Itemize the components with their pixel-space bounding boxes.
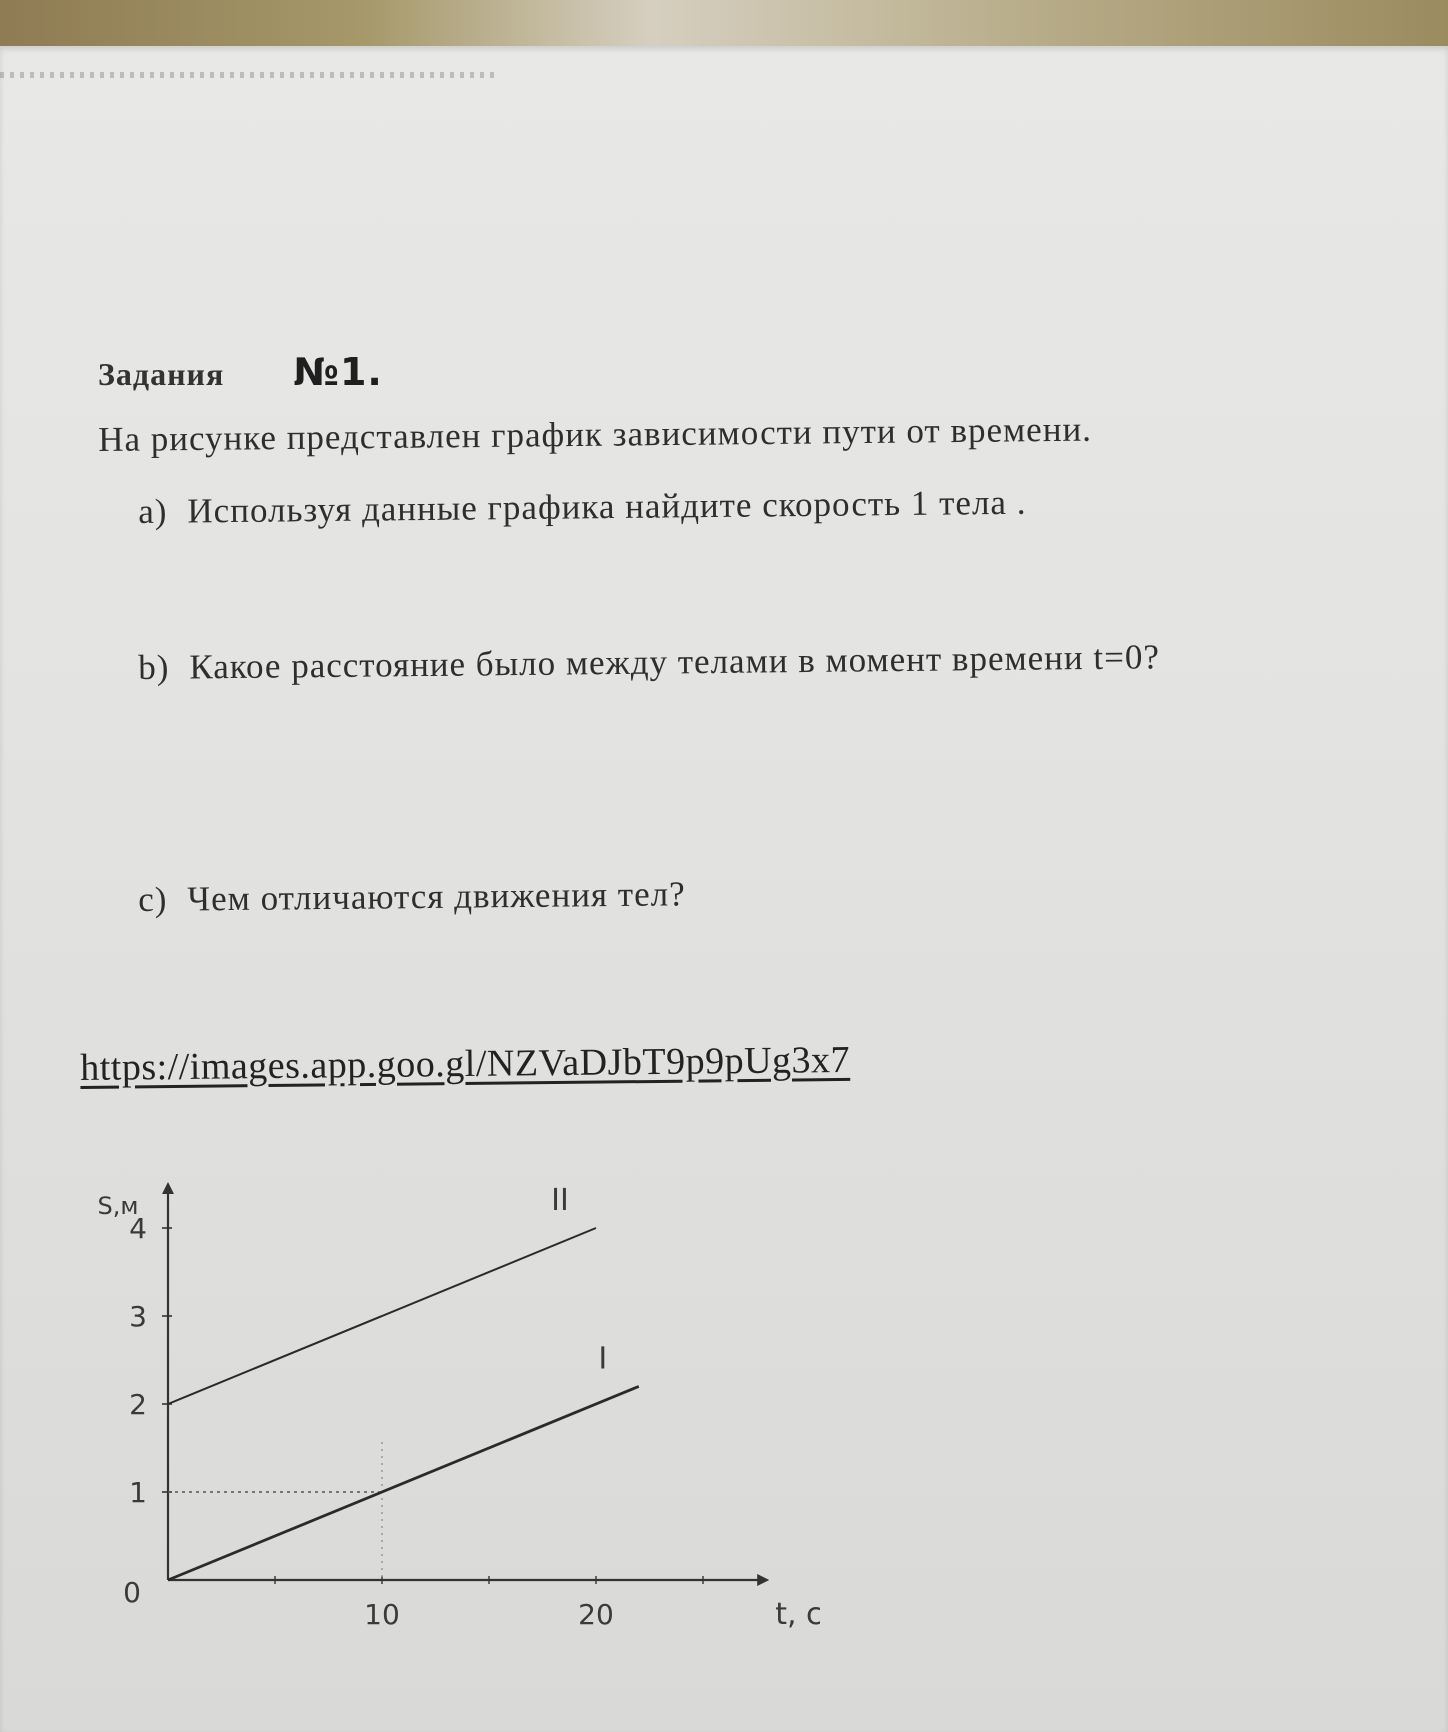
question-text: Используя данные графика найдите скорость 1 тела . bbox=[187, 482, 1027, 531]
question-marker: b) bbox=[138, 647, 170, 687]
x-tick-label-10: 10 bbox=[364, 1598, 400, 1630]
x-axis-label: t, с bbox=[775, 1597, 820, 1630]
task-heading-title: Задания bbox=[98, 356, 225, 392]
task-heading-number: №1. bbox=[293, 350, 383, 394]
scan-artifact bbox=[0, 72, 500, 78]
chart-svg bbox=[60, 1160, 820, 1630]
series-label-II: II bbox=[551, 1183, 569, 1218]
question-text: Какое расстояние было между телами в момент времени t=0? bbox=[189, 637, 1161, 687]
task-heading bbox=[98, 350, 383, 394]
distance-time-chart bbox=[60, 1160, 820, 1635]
y-tick-label-2: 2 bbox=[129, 1388, 147, 1421]
question-text: Чем отличаются движения тел? bbox=[187, 874, 686, 919]
question-marker: c) bbox=[138, 879, 168, 919]
series-line-II bbox=[168, 1228, 596, 1404]
question-c bbox=[138, 874, 686, 920]
series-line-I bbox=[168, 1386, 639, 1580]
y-tick-label-3: 3 bbox=[129, 1300, 147, 1333]
source-link[interactable]: https://images.app.goo.gl/NZVaDJbT9p9pUg3x7 bbox=[80, 1038, 851, 1089]
y-axis-label: S,м bbox=[97, 1192, 139, 1220]
task-intro: На рисунке представлен график зависимости пути от времени. bbox=[98, 409, 1093, 459]
x-tick-label-20: 20 bbox=[578, 1598, 614, 1630]
y-tick-label-4: 4 bbox=[129, 1212, 147, 1245]
origin-label: 0 bbox=[123, 1576, 141, 1609]
series-label-I: I bbox=[598, 1341, 608, 1377]
y-tick-label-1: 1 bbox=[129, 1476, 147, 1509]
question-marker: a) bbox=[138, 491, 168, 531]
